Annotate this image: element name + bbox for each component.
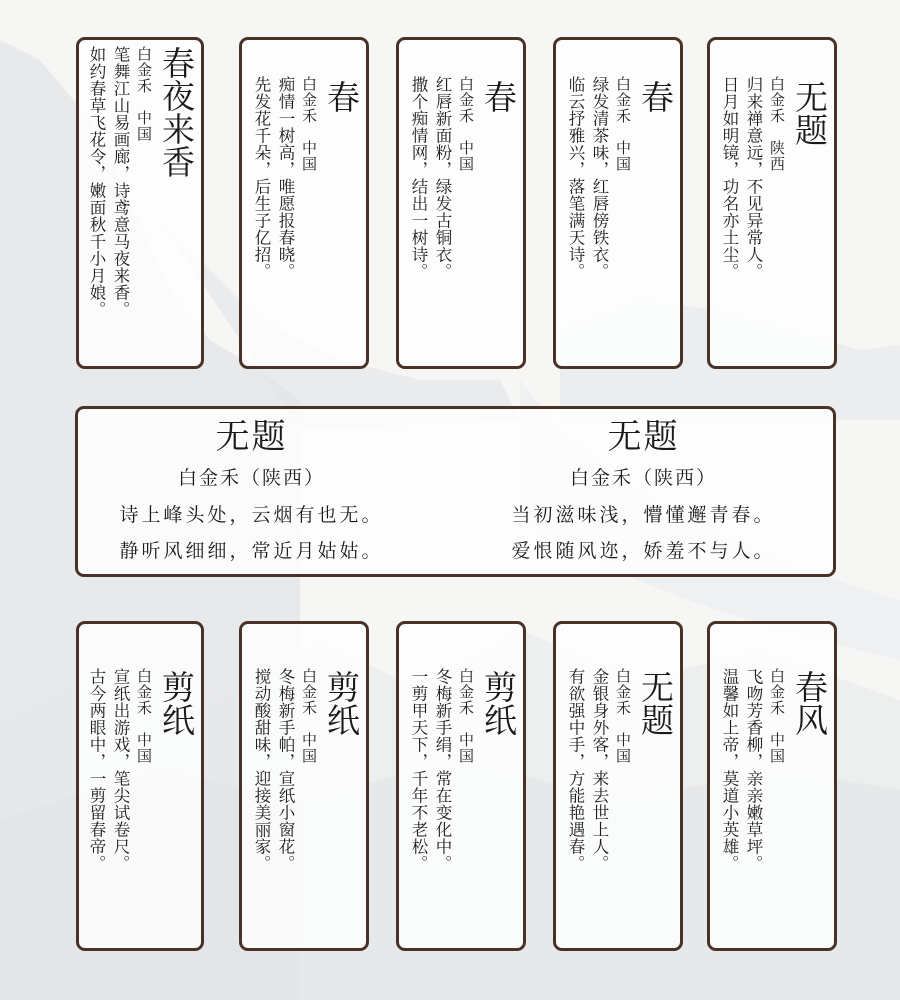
poem-author: 白金禾 中国 xyxy=(457,76,475,172)
poem-line: 红唇新面粉，绿发古铜衣。 xyxy=(433,76,452,280)
poem-line: 有欲强中手，方能艳遇春。 xyxy=(566,668,585,872)
poem-title: 春 xyxy=(479,80,518,113)
poem-line: 冬梅新手帕，宣纸小窗花。 xyxy=(276,668,295,872)
poem-line: 金银身外客，来去世上人。 xyxy=(590,668,609,872)
poem-title: 无题 xyxy=(607,417,680,457)
poem-line: 日月如明镜，功名亦土尘。 xyxy=(720,76,739,280)
poem-line: 绿发清茶味，红唇傍铁衣。 xyxy=(590,76,609,280)
poem-author: 白金禾 中国 xyxy=(135,668,153,764)
poem-line: 搅动酸甜味，迎接美丽家。 xyxy=(252,668,271,872)
poem-title: 春夜来香 xyxy=(157,46,196,178)
poem-title: 剪纸 xyxy=(479,670,518,736)
poem-line: 笔舞江山易画廊，诗鸢意马夜来香。 xyxy=(111,46,130,318)
poem-line: 飞吻芳香柳，亲亲嫩草坪。 xyxy=(744,668,763,872)
poem-author: 白金禾 中国 xyxy=(300,76,318,172)
poem-card-8 xyxy=(396,621,526,951)
poem-card-5 xyxy=(707,37,837,369)
poem-line: 痴情一树高，唯愿报春晓。 xyxy=(276,76,295,280)
poem-line: 诗上峰头处，云烟有也无。 xyxy=(119,504,384,526)
poem-line: 古今两眼中，一剪留春帝。 xyxy=(87,668,106,872)
poem-title: 无题 xyxy=(636,670,675,736)
poem-author: 白金禾（陕西） xyxy=(177,467,325,489)
poem-line: 如约春草飞花令，嫩面秋千小月娘。 xyxy=(87,46,106,318)
poem-author: 白金禾 中国 xyxy=(300,668,318,764)
poem-line: 爱恨随风迩，娇羞不与人。 xyxy=(511,540,776,562)
poem-line: 临云抒雅兴，落笔满天诗。 xyxy=(566,76,585,280)
poem-card-wide xyxy=(75,406,836,577)
poem-title: 剪纸 xyxy=(322,670,361,736)
poem-card-6 xyxy=(76,621,204,951)
poem-title: 无题 xyxy=(790,80,829,146)
poem-card-7 xyxy=(239,621,369,951)
poem-line: 当初滋味浅，懵懂邂青春。 xyxy=(511,504,776,526)
poem-line: 撒个痴情网，结出一树诗。 xyxy=(409,76,428,280)
poem-title: 春风 xyxy=(790,670,829,736)
poem-card-2 xyxy=(239,37,369,369)
poem-card-1 xyxy=(76,37,204,369)
poem-line: 温馨如上帝，莫道小英雄。 xyxy=(720,668,739,872)
poem-title: 春 xyxy=(636,80,675,113)
poem-card-4 xyxy=(553,37,683,369)
wide-poem-right xyxy=(446,409,841,569)
poem-author: 白金禾 中国 xyxy=(135,46,153,142)
poem-author: 白金禾 中国 xyxy=(457,668,475,764)
poem-author: 白金禾 陕西 xyxy=(768,76,786,172)
poem-author: 白金禾 中国 xyxy=(768,668,786,764)
poem-title: 剪纸 xyxy=(157,670,196,736)
poem-card-3 xyxy=(396,37,526,369)
poem-line: 静听风细细，常近月姑姑。 xyxy=(119,540,384,562)
poem-card-10 xyxy=(707,621,837,951)
poem-line: 一剪甲天下，千年不老松。 xyxy=(409,668,428,872)
poem-title: 春 xyxy=(322,80,361,113)
wide-poem-left xyxy=(54,409,449,569)
poem-line: 先发花千朵，后生子亿招。 xyxy=(252,76,271,280)
poem-line: 冬梅新手绢，常在变化中。 xyxy=(433,668,452,872)
poem-author: 白金禾 中国 xyxy=(614,76,632,172)
poem-line: 宣纸出游戏，笔尖试卷尺。 xyxy=(111,668,130,872)
poem-author: 白金禾（陕西） xyxy=(569,467,717,489)
poem-title: 无题 xyxy=(215,417,288,457)
poem-card-9 xyxy=(553,621,683,951)
poem-author: 白金禾 中国 xyxy=(614,668,632,764)
poem-line: 归来禅意远，不见异常人。 xyxy=(744,76,763,280)
